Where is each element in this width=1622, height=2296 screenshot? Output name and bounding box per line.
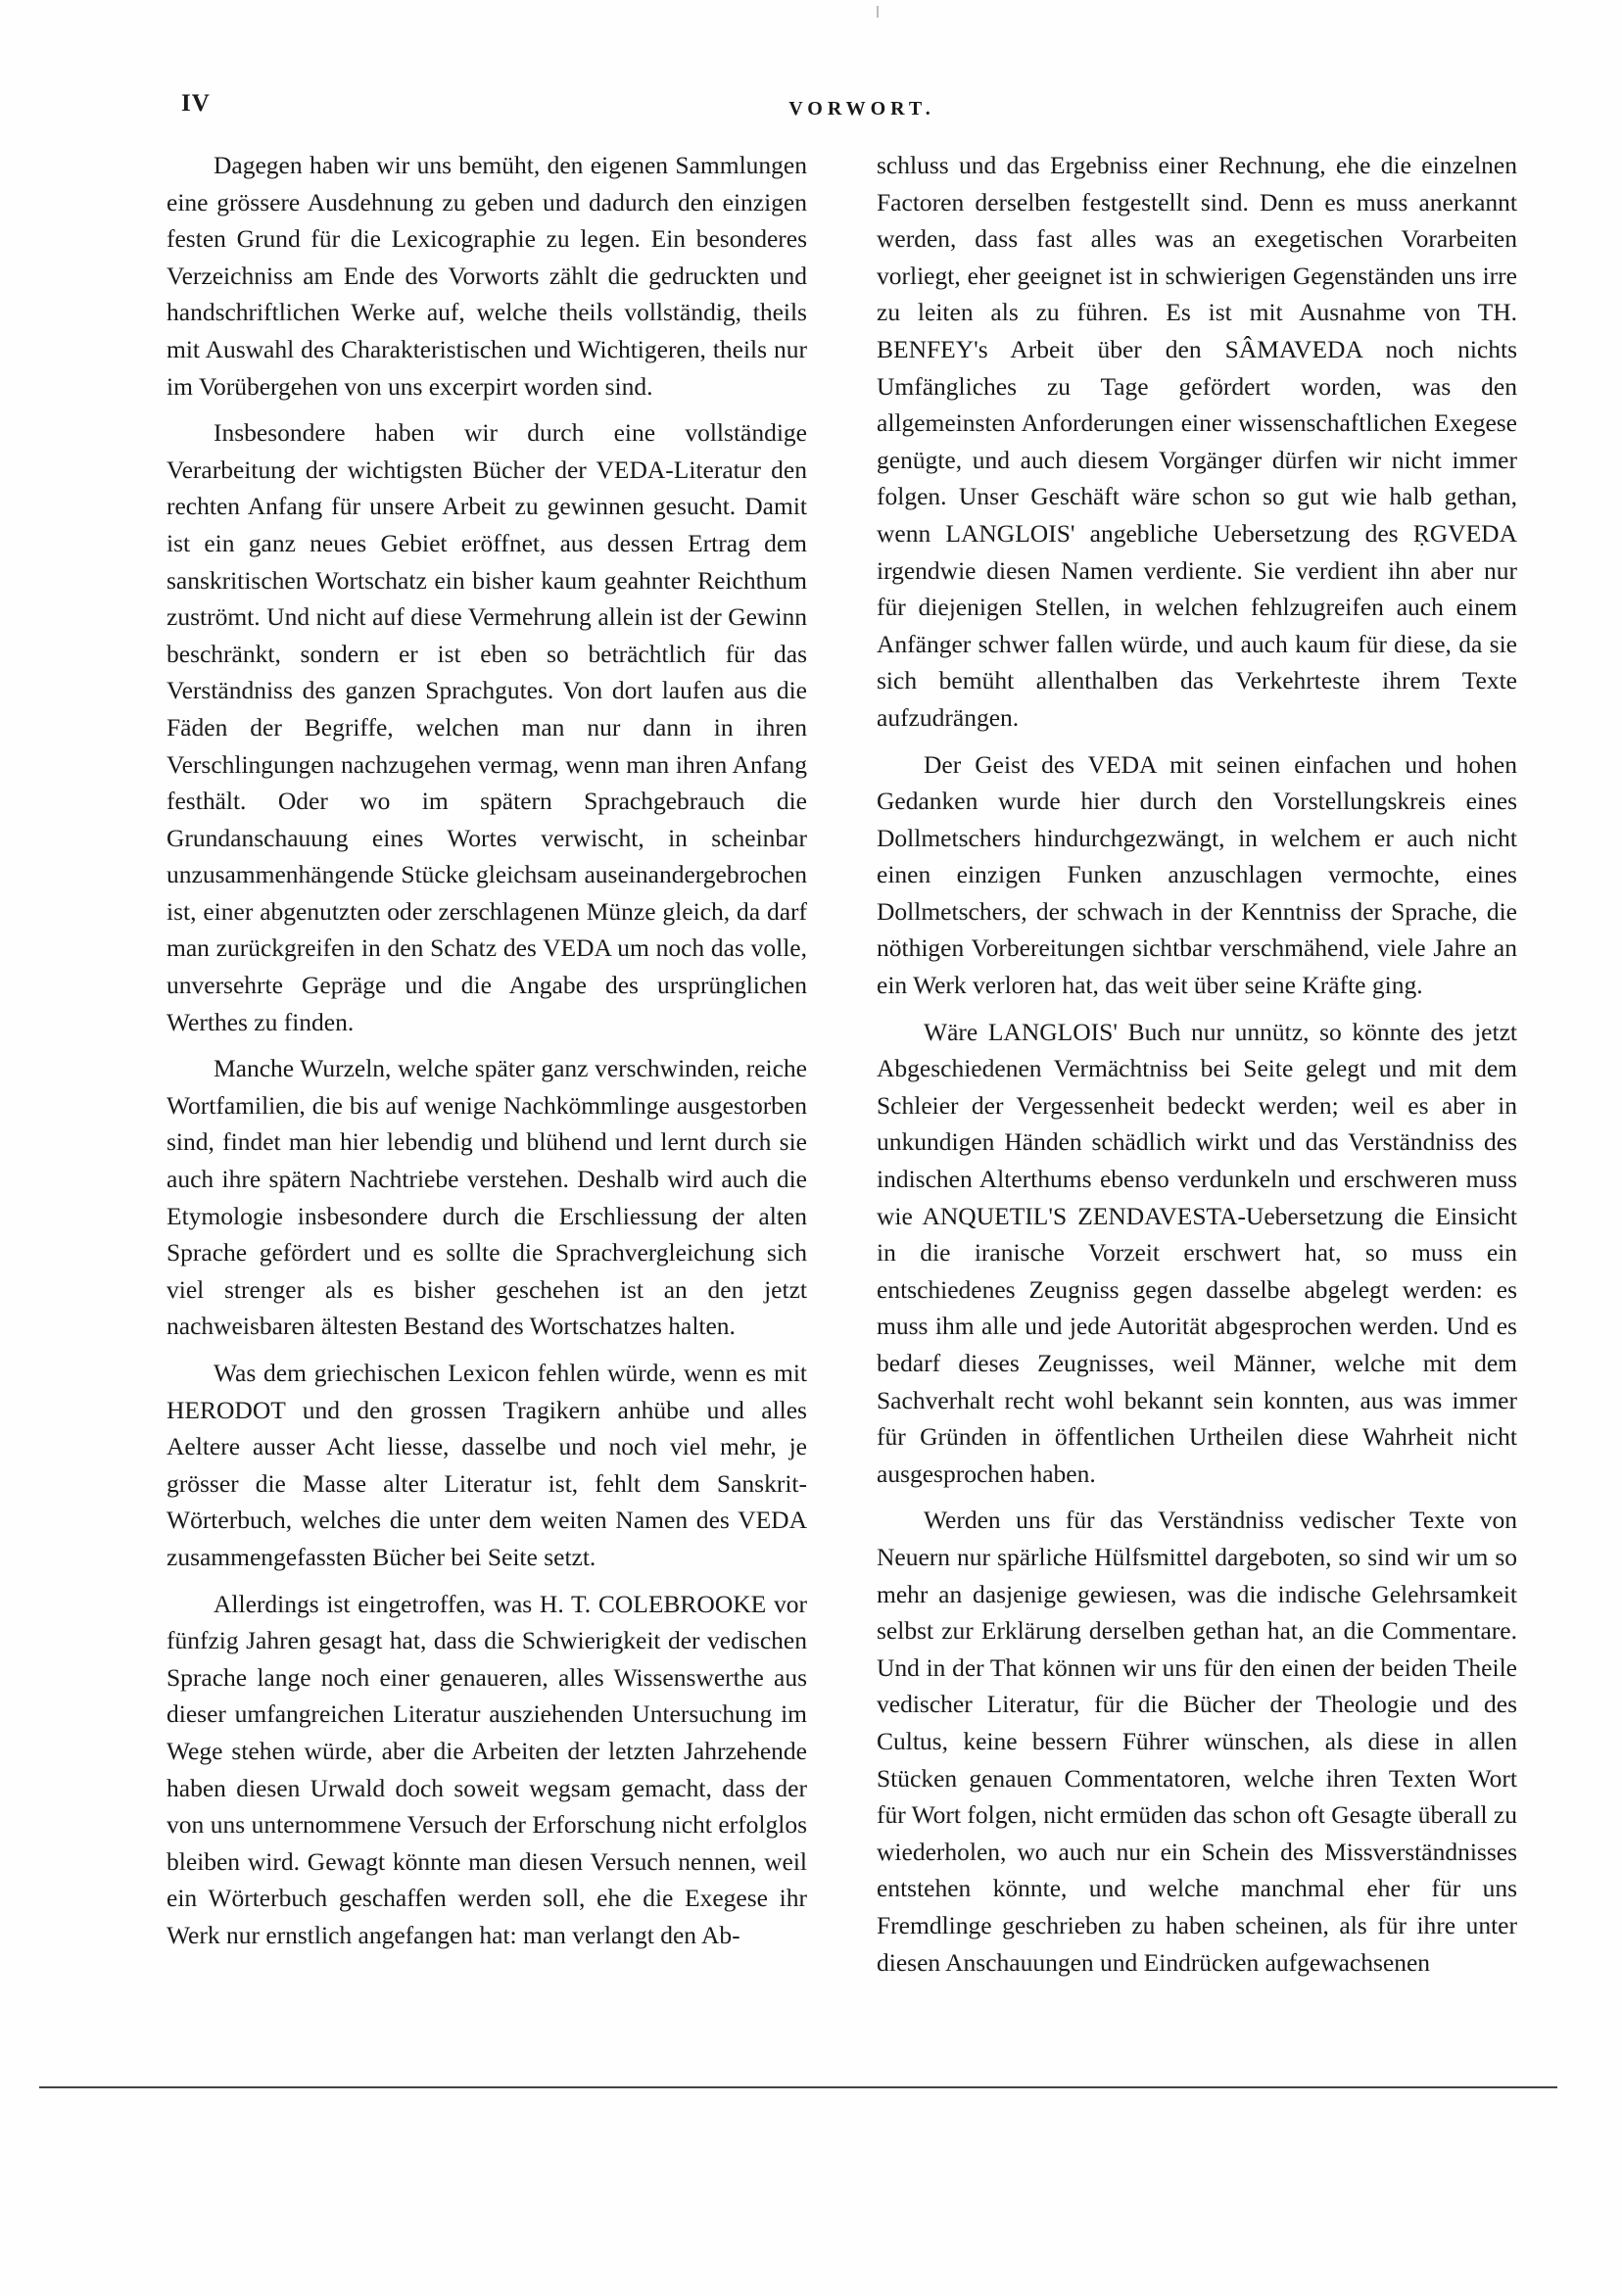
scan-mark: [877, 6, 879, 18]
paragraph: Dagegen haben wir uns bemüht, den eigenen Sammlungen eine grössere Ausdehnung zu geben und dadurch den einzigen festen Grund für die Lexicographie zu legen. Ein besonderes Verzeichniss am Ende des Vorworts zählt die gedruckten und handschriftlichen Werke auf, welche theils vollständig, theils mit Auswahl des Charakteristischen und Wichtigeren, theils nur im Vorübergehen von uns excerpirt worden sind.: [167, 151, 807, 401]
paragraph: Insbesondere haben wir durch eine vollständige Verarbeitung der wichtigsten Bücher der VEDA-Literatur den rechten Anfang für unsere Arbeit zu gewinnen gesucht. Damit ist ein ganz neues Gebiet eröffnet, aus dessen Ertrag dem sanskritischen Wortschatz ein bisher kaum geahnter Reichthum zuströmt. Und nicht auf diese Vermehrung allein ist der Gewinn beschränkt, sondern er ist eben so beträchtlich für das Verständniss des ganzen Sprachgutes. Von dort laufen aus die Fäden der Begriffe, welchen man nur dann in ihren Verschlingungen nachzugehen vermag, wenn man ihren Anfang festhält. Oder wo im spätern Sprachgebrauch die Grundanschauung eines Wortes verwischt, in scheinbar unzusammenhängende Stücke gleichsam auseinandergebrochen ist, einer abgenutzten oder zerschlagenen Münze gleich, da darf man zurückgreifen in den Schatz des VEDA um noch das volle, unversehrte Gepräge und die Angabe des ursprünglichen Werthes zu finden.: [167, 418, 807, 1036]
paragraph: Manche Wurzeln, welche später ganz verschwinden, reiche Wortfamilien, die bis auf wenige Nachkömmlinge ausgestorben sind, findet man hier lebendig und blühend und lernt durch sie auch ihre spätern Nachtriebe verstehen. Deshalb wird auch die Etymologie insbesondere durch die Erschliessung der alten Sprache gefördert und es sollte die Sprachvergleichung sich viel strenger als es bisher geschehen ist an den jetzt nachweisbaren ältesten Bestand des Wortschatzes halten.: [167, 1054, 807, 1341]
paragraph-continued: schluss und das Ergebniss einer Rechnung, ehe die einzelnen Factoren derselben festgestellt sind. Denn es muss anerkannt werden, dass fast alles was an exegetischen Vorarbeiten vorliegt, eher geeignet ist in schwierigen Gegenständen uns irre zu leiten als zu führen. Es ist mit Ausnahme von TH. BENFEY's Arbeit über den SÂMAVEDA noch nichts Umfängliches zu Tage gefördert worden, was den allgemeinsten Anforderungen einer wissenschaftlichen Exegese genügte, und auch diesem Vorgänger dürfen wir nicht immer folgen. Unser Geschäft wäre schon so gut wie halb gethan, wenn LANGLOIS' angebliche Uebersetzung des ṚGVEDA irgendwie diesen Namen verdiente. Sie verdient ihn aber nur für diejenigen Stellen, in welchen fehlzugreifen auch einem Anfänger schwer fallen würde, und auch kaum für diese, da sie sich bemüht allenthalben das Verkehrteste ihrem Texte aufzudrängen.: [877, 151, 1517, 732]
paragraph: Werden uns für das Verständniss vedischer Texte von Neuern nur spärliche Hülfsmittel dargeboten, so sind wir um so mehr an dasjenige gewiesen, was die indische Gelehrsamkeit selbst zur Erklärung derselben gethan hat, an die Commentare. Und in der That können wir uns für den einen der beiden Theile vedischer Literatur, für die Bücher der Theologie und des Cultus, keine bessern Führer wünschen, als diese in allen Stücken genauen Commentatoren, welche ihren Texten Wort für Wort folgen, nicht ermüden das schon oft Gesagte überall zu wiederholen, wo auch nur ein Schein des Missverständnisses entstehen könnte, und welche manchmal eher für uns Fremdlinge geschrieben zu haben scheinen, als für ihre unter diesen Anschauungen und Eindrücken aufgewachsenen: [877, 1506, 1517, 1977]
paragraph: Der Geist des VEDA mit seinen einfachen und hohen Gedanken wurde hier durch den Vorstellungskreis eines Dollmetschers hindurchgezwängt, in welchem er auch nicht einen einzigen Funken anzuschlagen vermochte, eines Dollmetschers, der schwach in der Kenntniss der Sprache, die nöthigen Vorbereitungen sichtbar verschmähend, viele Jahre an ein Werk verloren hat, das weit über seine Kräfte ging.: [877, 749, 1517, 1000]
left-column: [167, 147, 807, 1964]
paragraph: Allerdings ist eingetroffen, was H. T. COLEBROOKE vor fünfzig Jahren gesagt hat, dass die Schwierigkeit der vedischen Sprache lange noch einer genaueren, alles Wissenswerthe aus dieser umfangreichen Literatur ausziehenden Untersuchung im Wege stehen würde, aber die Arbeiten der letzten Jahrzehende haben diesen Urwald doch soweit wegsam gemacht, dass der von uns unternommene Versuch der Erforschung nicht erfolglos bleiben wird. Gewagt könnte man diesen Versuch nennen, weil ein Wörterbuch geschaffen werden soll, ehe die Exegese ihr Werk nur ernstlich angefangen hat: man verlangt den Ab-: [167, 1589, 807, 1949]
running-head: VORWORT.: [788, 98, 935, 120]
right-column: [877, 147, 1517, 1990]
page-number: IV: [181, 90, 211, 117]
bottom-rule: [39, 2086, 1557, 2088]
paragraph: Was dem griechischen Lexicon fehlen würde, wenn es mit HERODOT und den grossen Tragikern anhübe und alles Aeltere ausser Acht liesse, dasselbe und noch viel mehr, je grösser die Masse alter Literatur ist, fehlt dem Sanskrit-Wörterbuch, welches die unter dem weiten Namen des VEDA zusammengefassten Bücher bei Seite setzt.: [167, 1359, 807, 1571]
paragraph: Wäre LANGLOIS' Buch nur unnütz, so könnte des jetzt Abgeschiedenen Vermächtniss bei Seite gelegt und mit dem Schleier der Vergessenheit bedeckt werden; weil es aber in unkundigen Händen schädlich wirkt und das Verständniss des indischen Alterthums ebenso verdunkeln und erschweren muss wie ANQUETIL'S ZENDAVESTA-Uebersetzung die Einsicht in die iranische Vorzeit erschwert hat, so muss ein entschiedenes Zeugniss gegen dasselbe abgelegt werden: es muss ihm alle und jede Autorität abgesprochen werden. Und es bedarf dieses Zeugnisses, weil Männer, welche mit dem Sachverhalt recht wohl bekannt sein konnten, aus was immer für Gründen in öffentlichen Urtheilen diese Wahrheit nicht ausgesprochen haben.: [877, 1017, 1517, 1488]
